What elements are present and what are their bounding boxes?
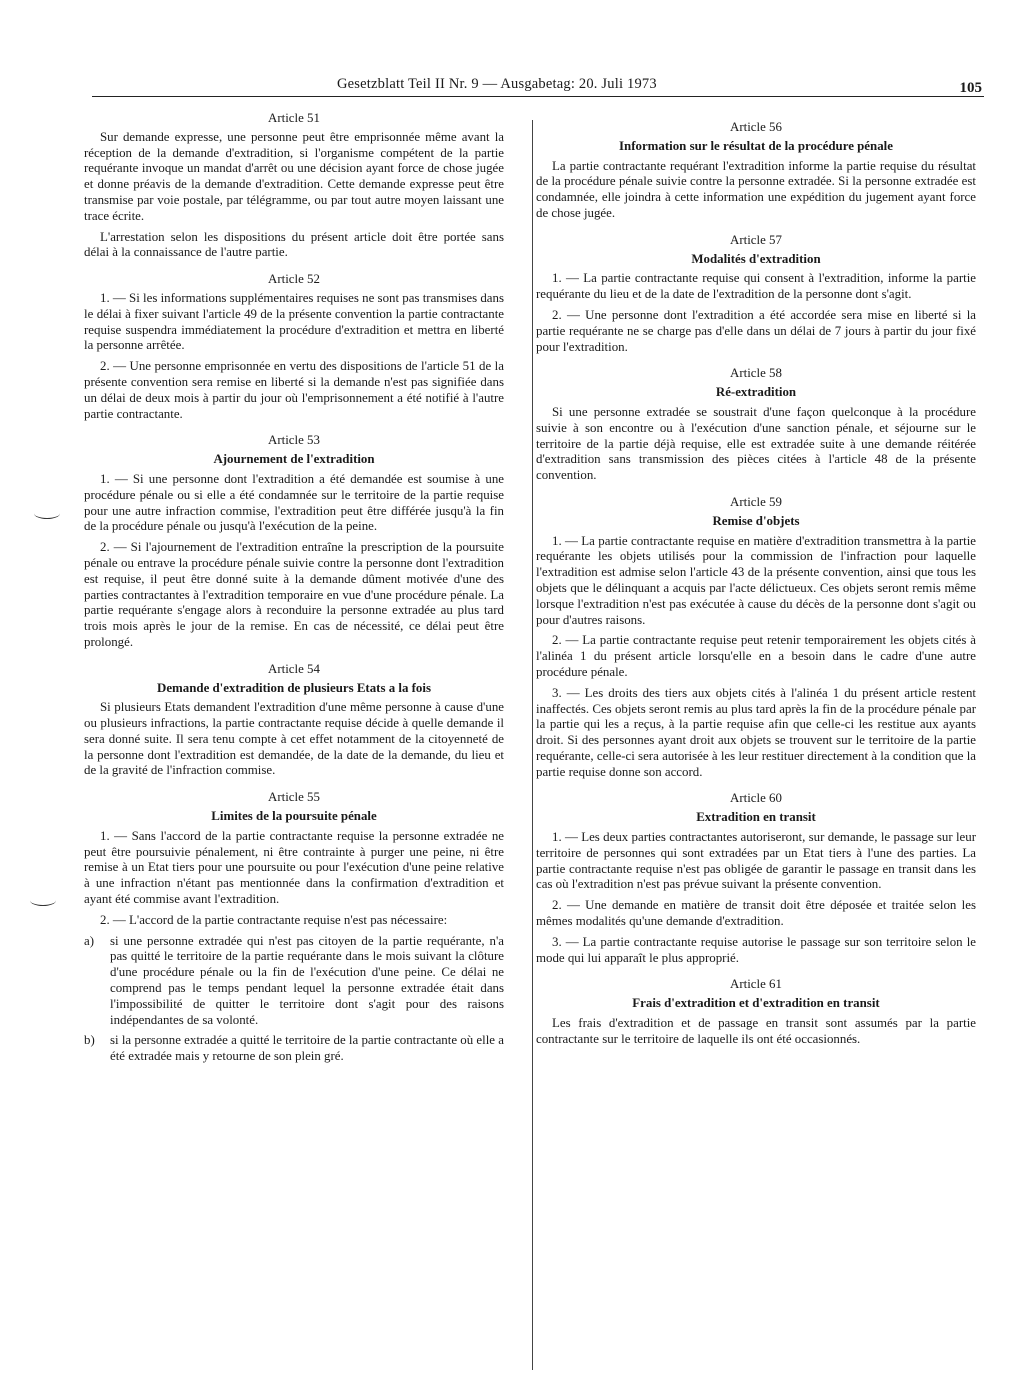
article-number: Article 56 [730,120,782,134]
list-item-label: a) [84,933,95,948]
article-paragraph: 2. — Une personne emprisonnée en vertu des dispositions de l'article 51 de la présente convention sera remise en liberté si la demande n'est pas signifiée dans un délai de deux mois à partir du jour où l'emprisonnement a été notifié à l'autre partie contractante. [84,359,504,421]
article-title: Ajournement de l'extradition [213,452,375,467]
article-section [84,111,504,261]
article-title: Information sur le résultat de la procédure pénale [619,138,893,153]
article-title: Extradition en transit [696,810,816,825]
article-title: Demande d'extradition de plusieurs Etats a la fois [157,680,431,695]
article-paragraph: 1. — La partie contractante requise en matière d'extradition transmettra à la partie requérante les objets utilisés pour la commission de l'infraction pour laquelle l'extradition est admise selon l'article 43 de la présente convention, ainsi que tous les objets que le délinquant a acquis par l'acte délictueux. Ces objets seront remis même lorsque l'extradition n'est pas exécutée à cause du décès de la personne dont s'agit ou pour d'autres raisons. [536,533,976,627]
article-paragraph: La partie contractante requérant l'extradition informe la partie requise du résultat de la procédure pénale suivie contre la personne extradée. Si la personne extradée est condamnée, elle joindra à cette information une expédition du jugement ayant force de chose jugée. [536,158,976,220]
article-section [536,791,976,966]
list-item [84,934,504,1029]
article-paragraph: 2. — Une personne dont l'extradition a été accordée sera mise en liberté si la partie requérante ne se charge pas d'elle dans un délai de 7 jours à partir du jour fixé pour l'extradition. [536,307,976,354]
article-section [536,495,976,781]
article-paragraph: Si plusieurs Etats demandent l'extradition d'une même personne à cause d'une ou plusieurs infractions, la partie contractante requise décide à quelle demande il sera donné suite. Il sera tenu compte à cet effet notamment de la citoyenneté de la personne dont l'extradition est demandée, de la date de la demande, du lieu et de la gravité de l'infraction commise. [84,700,504,778]
article-number: Article 55 [268,790,320,805]
article-title: Limites de la poursuite pénale [211,809,377,824]
article-paragraph: 2. — La partie contractante requise peut retenir temporairement les objets cités à l'alinéa 1 du présent article lorsqu'elle en a besoin dans le cadre d'une autre procédure pénale. [536,633,976,679]
article-section [536,366,976,484]
article-paragraph: 2. — Si l'ajournement de l'extradition entraîne la prescription de la poursuite pénale ou entrave la procédure pénale suivie contre la personne dont l'extradition est requise, il peut être donné suite à la demande dûment motivée d'une des parties contractantes à l'extradition temporaire en vue d'une procédure pénale. La partie requérante s'engage alors à reconduire la personne extradée au plus tard trois mois après le jour de la remise. En cas de nécessité, ce délai peut être prolongé. [84,540,504,649]
article-number: Article 59 [730,494,782,509]
article-section [536,120,976,222]
article-number: Article 52 [268,272,320,287]
article-number: Article 58 [730,366,782,381]
gazette-header-title: Gesetzblatt Teil II Nr. 9 — Ausgabetag: 20. Juli 1973 [337,76,657,92]
article-section [536,233,976,356]
page-number: 105 [959,80,982,96]
column-divider [532,120,533,1370]
article-number: Article 53 [268,433,320,448]
article-number: Article 54 [268,661,320,676]
right-column [536,120,976,1059]
margin-mark [30,895,56,906]
article-paragraph: 2. — L'accord de la partie contractante requise n'est pas nécessaire: [100,912,448,927]
list-item-label: b) [84,1033,95,1048]
article-paragraph: 2. — Une demande en matière de transit doit être déposée et traitée selon les mêmes modalités qu'une demande d'extradition. [536,898,976,929]
article-title: Ré-extradition [715,385,797,400]
article-paragraph: 1. — Si les informations supplémentaires requises ne sont pas transmises dans le délai à fixer suivant l'article 49 de la présente convention la partie contractante requise suspendra immédiatement la procédure d'extradition et mettra en liberté la personne arrêtée. [84,290,504,353]
article-section [84,790,504,1065]
article-number: Article 51 [268,111,320,125]
article-paragraph: L'arrestation selon les dispositions du présent article doit être portée sans délai à la connaissance de l'autre partie. [84,229,504,260]
article-paragraph: Sur demande expresse, une personne peut être emprisonnée même avant la réception de la demande d'extradition, si l'organisme compétent de la partie requérante invoque un mandat d'arrêt ou une décision ayant force de chose jugée et donne préavis de la demande d'extradition. Cette demande expresse peut être transmise par voie postale, par télégramme, ou par tout autre moyen laissant une trace écrite. [84,129,504,223]
article-section [84,433,504,650]
article-paragraph: 3. — La partie contractante requise autorise le passage sur son territoire selon le mode qui lui apparaît le plus approprié. [536,934,976,965]
article-title: Frais d'extradition et d'extradition en transit [632,996,880,1011]
list-item [84,1033,504,1065]
article-number: Article 61 [730,977,782,992]
article-title: Modalités d'extradition [691,251,821,266]
left-column [84,111,504,1076]
article-paragraph: 3. — Les droits des tiers aux objets cités à l'alinéa 1 du présent article restent inaffectés. Ces objets seront remis au plus tard après la fin de la procédure pénale par la partie qui les a reçus, à la partie requise afin que celle-ci les restitue aux ayants droit. Si des personnes ayant droit aux objets se trouvent sur le territoire de la partie requérante, celle-ci sera autorisée à les leur restituer directement à la condition que la partie requise donne son accord. [536,685,976,779]
article-paragraph: 1. — Si une personne dont l'extradition a été demandée est soumise à une procédure pénale ou si elle a été condamnée sur le territoire de la partie requise pour une autre infraction commise, l'extradition peut être différée jusqu'à la fin de la procédure pénale ou jusqu'à l'exécution de la peine. [84,471,504,534]
article-paragraph: 1. — La partie contractante requise qui consent à l'extradition, informe la partie requérante du lieu et de la date de l'extradition de la personne dont s'agit. [536,271,976,302]
article-number: Article 60 [730,791,782,806]
article-section [84,272,504,422]
article-section [536,977,976,1047]
article-paragraph: 1. — Sans l'accord de la partie contractante requise la personne extradée ne peut être poursuivie pénalement, ni être contrainte à purger une peine, ni être remise à un Etat tiers pour une poursuite ou pour l'exécution d'une peine relative à une infraction n'étant pas mentionnée dans la confirmation d'extradition et ayant été commise avant l'extradition. [84,828,504,907]
article-paragraph: Les frais d'extradition et de passage en transit sont assumés par la partie contractante sur le territoire de laquelle ils ont été occasionnés. [536,1016,976,1046]
list-item-text: si la personne extradée a quitté le territoire de la partie contractante où elle a été extradée mais y retourne de son plein gré. [110,1033,504,1064]
article-section [84,662,504,780]
article-paragraph: Si une personne extradée se soustrait d'une façon quelconque à la procédure suivie à son encontre ou à l'exécution d'une sanction pénale, et séjourne sur le territoire de la partie déjà requise, elle est extradée suite à une demande réitérée d'extradition sans transmission des pièces citées à l'article 48 de la présente convention. [536,404,976,483]
page-header [92,76,984,97]
list-item-text: si une personne extradée qui n'est pas citoyen de la partie requérante, n'a pas quitté le territoire de la partie requérante dans le mois suivant la clôture d'une procédure pénale ou la fin de l'exécution d'une peine. Ce délai ne comprend pas le temps pendant lequel la personne extradée était dans l'impossibilité de quitter le territoire dont s'agit pour des raisons indépendantes de sa volonté. [110,933,504,1027]
article-paragraph: 1. — Les deux parties contractantes autoriseront, sur demande, le passage sur leur territoire de personnes qui sont extradées par un Etat tiers à l'une des parties. La partie contractante requise n'est pas obligée de garantir le passage en transit dans les cas où l'extradition n'est pas prévue suivant la présente convention. [536,830,976,892]
margin-mark [34,508,60,519]
article-title: Remise d'objets [712,513,800,528]
article-number: Article 57 [730,232,782,247]
